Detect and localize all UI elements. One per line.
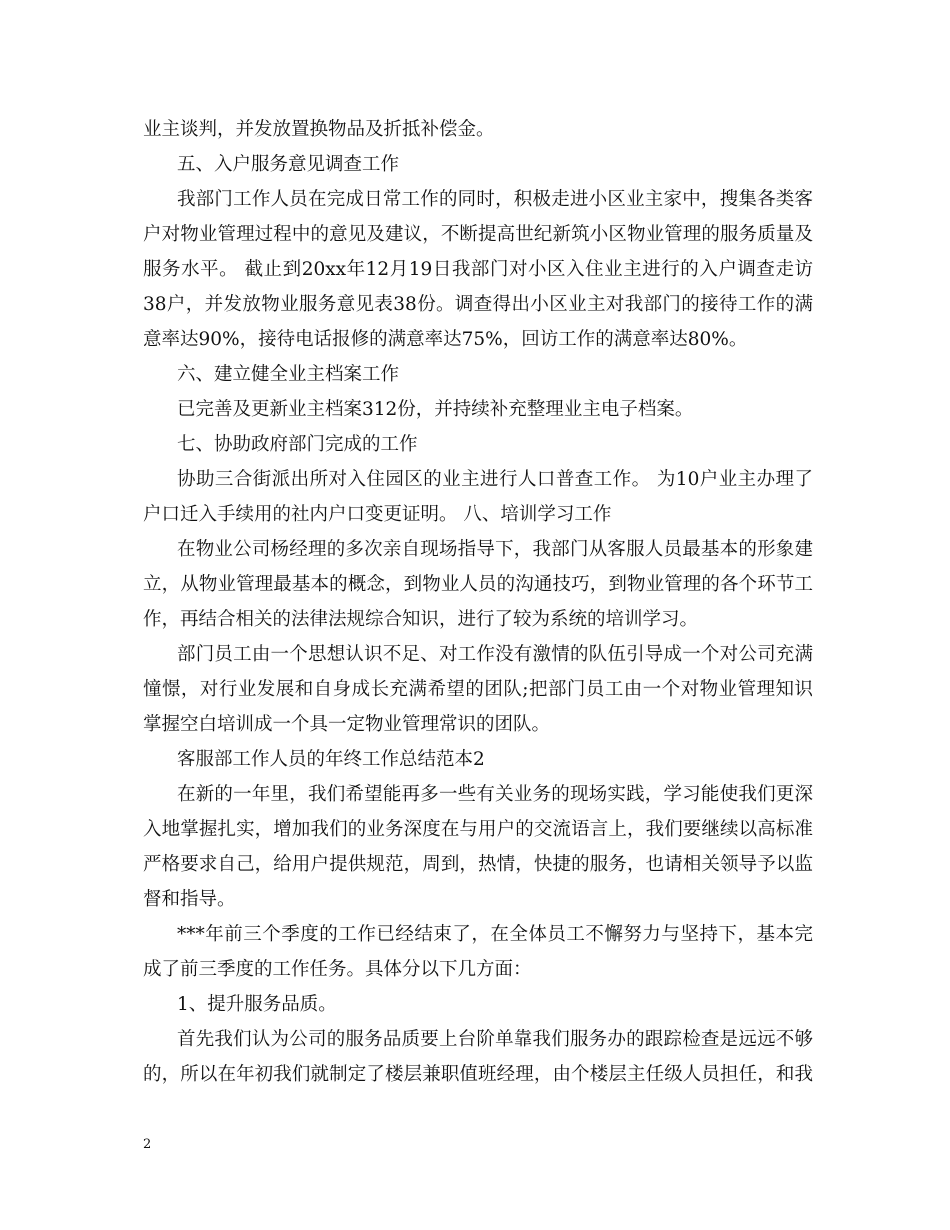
- text-line: 的，所以在年初我们就制定了楼层兼职值班经理，由个楼层主任级人员担任，和我: [143, 1064, 813, 1085]
- text-line: 在新的一年里，我们希望能再多一些有关业务的现场实践，学习能使我们更深: [177, 784, 813, 805]
- text-line: 我部门工作人员在完成日常工作的同时，积极走进小区业主家中，搜集各类客: [177, 189, 813, 210]
- text-line: 首先我们认为公司的服务品质要上台阶单靠我们服务办的跟踪检查是远远不够: [177, 1029, 813, 1050]
- document-body: [143, 112, 813, 1092]
- text-line: 掌握空白培训成一个具一定物业管理常识的团队。: [143, 714, 551, 735]
- text-line: 在物业公司杨经理的多次亲自现场指导下，我部门从客服人员最基本的形象建: [177, 539, 813, 560]
- text-line: 七、协助政府部门完成的工作: [177, 434, 418, 455]
- text-line: 意率达90%，接待电话报修的满意率达75%，回访工作的满意率达80%。: [143, 329, 748, 350]
- text-line: 户口迁入手续用的社内户口变更证明。 八、培训学习工作: [143, 504, 612, 525]
- text-line: 1、提升服务品质。: [177, 994, 337, 1015]
- text-line: 严格要求自己，给用户提供规范，周到，热情，快捷的服务，也请相关领导予以监: [143, 854, 813, 875]
- text-line: 协助三合街派出所对入住园区的业主进行人口普查工作。 为10户业主办理了: [177, 469, 813, 490]
- text-line: 立，从物业管理最基本的概念，到物业人员的沟通技巧，到物业管理的各个环节工: [143, 574, 813, 595]
- text-line: 作，再结合相关的法律法规综合知识，进行了较为系统的培训学习。: [143, 609, 699, 630]
- text-line: ***年前三个季度的工作已经结束了，在全体员工不懈努力与坚持下，基本完: [177, 924, 813, 945]
- page-number: 2: [143, 1137, 152, 1152]
- text-line: 服务水平。 截止到20xx年12月19日我部门对小区入住业主进行的入户调查走访: [143, 259, 813, 280]
- text-line: 业主谈判，并发放置换物品及折抵补偿金。: [143, 119, 495, 140]
- text-line: 入地掌握扎实，增加我们的业务深度在与用户的交流语言上，我们要继续以高标准: [143, 819, 813, 840]
- text-line: 六、建立健全业主档案工作: [177, 364, 400, 385]
- text-line: 部门员工由一个思想认识不足、对工作没有激情的队伍引导成一个对公司充满: [177, 644, 813, 665]
- text-line: 38户，并发放物业服务意见表38份。调查得出小区业主对我部门的接待工作的满: [143, 294, 813, 315]
- text-line: 客服部工作人员的年终工作总结范本2: [177, 749, 485, 770]
- text-line: 督和指导。: [143, 889, 236, 910]
- text-line: 成了前三季度的工作任务。具体分以下几方面：: [143, 959, 532, 980]
- text-line: 憧憬，对行业发展和自身成长充满希望的团队;把部门员工由一个对物业管理知识: [143, 679, 813, 700]
- text-line: 五、入户服务意见调查工作: [177, 154, 400, 175]
- text-line: 户对物业管理过程中的意见及建议，不断提高世纪新筑小区物业管理的服务质量及: [143, 224, 813, 245]
- text-line: 已完善及更新业主档案312份，并持续补充整理业主电子档案。: [177, 399, 694, 420]
